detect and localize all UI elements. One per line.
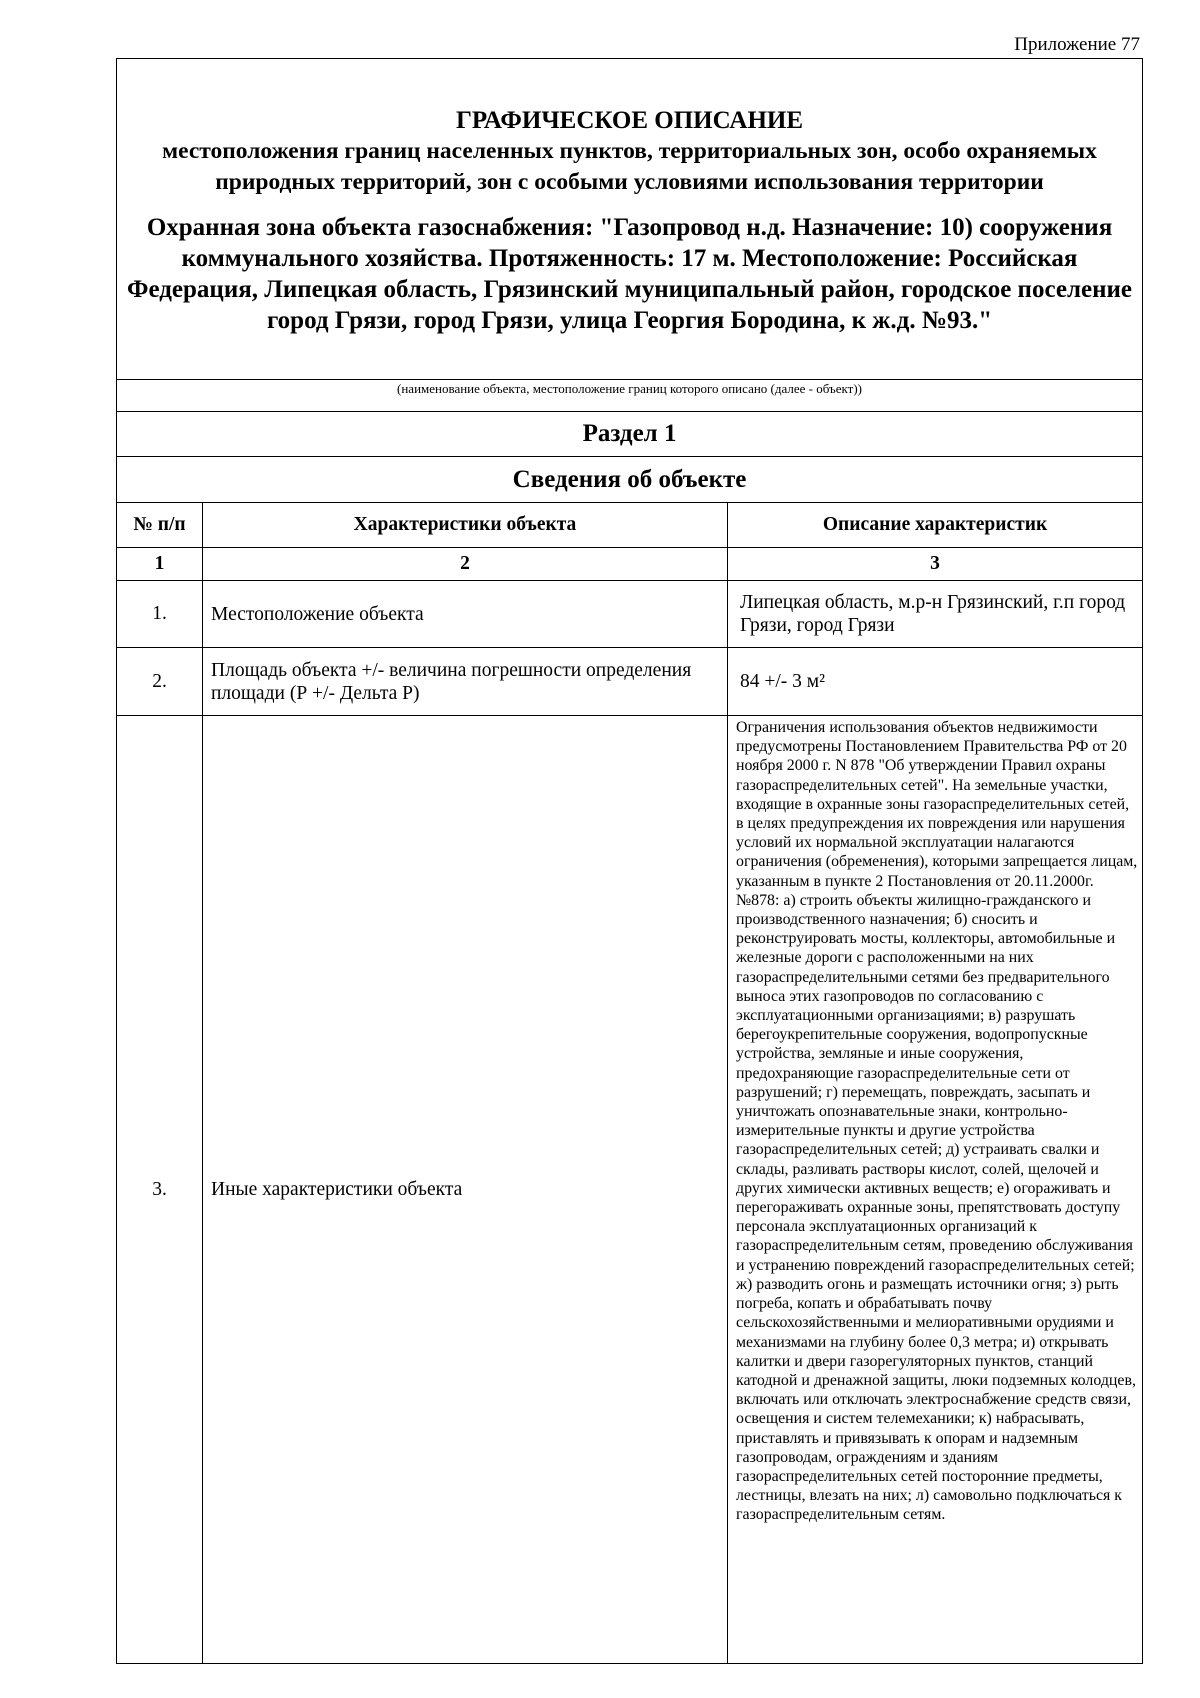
column-number-row [117, 548, 1143, 581]
column-number-3: 3 [728, 548, 1143, 581]
row-number: 1. [117, 581, 203, 648]
row-description: 84 +/- 3 м² [728, 648, 1143, 716]
column-number-2: 2 [203, 548, 728, 581]
row-number: 3. [117, 716, 203, 1664]
table-row [117, 581, 1143, 648]
row-characteristic: Площадь объекта +/- величина погрешности определения площади (Р +/- Дельта Р) [203, 648, 728, 716]
document-subtitle: местоположения границ населенных пунктов, территориальных зон, особо охраняемых природных территорий, зон с особыми условиями использования территории [162, 138, 1097, 195]
section-subtitle-row [117, 457, 1143, 503]
column-header-row [117, 503, 1143, 548]
header-row [117, 59, 1143, 380]
row-description: Ограничения использования объектов недвижимости предусмотрены Постановлением Правительства РФ от 20 ноября 2000 г. N 878 "Об утверждении Правил охраны газораспределительных сетей". На земельные участки, входящие в охранные зоны газораспределительных сетей, в целях предупреждения их повреждения или нарушения условий их нормальной эксплуатации налагаются ограничения (обременения), которыми запрещается лицам, указанным в пункте 2 Постановления от 20.11.2000г. №878: а) строить объекты жилищно-гражданского и производственного назначения; б) сносить и реконструировать мосты, коллекторы, автомобильные и железные дороги с расположенными на них газораспределительными сетями без предварительного выноса этих газопроводов по согласованию с эксплуатационными организациями; в) разрушать берегоукрепительные сооружения, водопропускные устройства, земляные и иные сооружения, предохраняющие газораспределительные сети от разрушений; г) перемещать, повреждать, засыпать и уничтожать опознавательные знаки, контрольно-измерительные пункты и другие устройства газораспределительных сетей; д) устраивать свалки и склады, разливать растворы кислот, солей, щелочей и других химически активных веществ; е) огораживать и перегораживать охранные зоны, препятствовать доступу персонала эксплуатационных организаций к газораспределительным сетям, проведению обслуживания и устранению повреждений газораспределительных сетей; ж) разводить огонь и размещать источники огня; з) рыть погреба, копать и обрабатывать почву сельскохозяйственными и мелиоративными орудиями и механизмами на глубину более 0,3 метра; и) открывать калитки и двери газорегуляторных пунктов, станций катодной и дренажной защиты, люки подземных колодцев, включать или отключать электроснабжение средств связи, освещения и систем телемеханики; к) набрасывать, приставлять и привязывать к опорам и надземным газопроводам, ограждениям и зданиям газораспределительных сетей посторонние предметы, лестницы, влезать на них; л) самовольно подключаться к газораспределительным сетям. [728, 716, 1143, 1664]
table-row [117, 716, 1143, 1664]
document-sheet [116, 58, 1141, 1664]
object-caption: (наименование объекта, местоположение границ которого описано (далее - объект)) [117, 380, 1143, 412]
appendix-label: Приложение 77 [1014, 34, 1140, 55]
table-row [117, 648, 1143, 716]
header-cell [117, 59, 1143, 380]
section-title-row [117, 412, 1143, 457]
column-number-1: 1 [117, 548, 203, 581]
object-name: Охранная зона объекта газоснабжения: "Газопровод н.д. Назначение: 10) сооружения коммунального хозяйства. Протяженность: 17 м. Местоположение: Российская Федерация, Липецкая область, Грязинский муниципальный район, городское поселение город Грязи, город Грязи, улица Георгия Бородина, к ж.д. №93." [127, 214, 1132, 334]
document-title: ГРАФИЧЕСКОЕ ОПИСАНИЕ [455, 107, 804, 134]
section-title: Раздел 1 [117, 412, 1143, 457]
caption-row [117, 380, 1143, 412]
column-header-description: Описание характеристик [728, 503, 1143, 548]
description-table [116, 58, 1143, 1664]
row-characteristic: Иные характеристики объекта [203, 716, 728, 1664]
row-number: 2. [117, 648, 203, 716]
row-characteristic: Местоположение объекта [203, 581, 728, 648]
row-description: Липецкая область, м.р-н Грязинский, г.п город Грязи, город Грязи [728, 581, 1143, 648]
section-subtitle: Сведения об объекте [117, 457, 1143, 503]
column-header-characteristic: Характеристики объекта [203, 503, 728, 548]
column-header-number: № п/п [117, 503, 203, 548]
